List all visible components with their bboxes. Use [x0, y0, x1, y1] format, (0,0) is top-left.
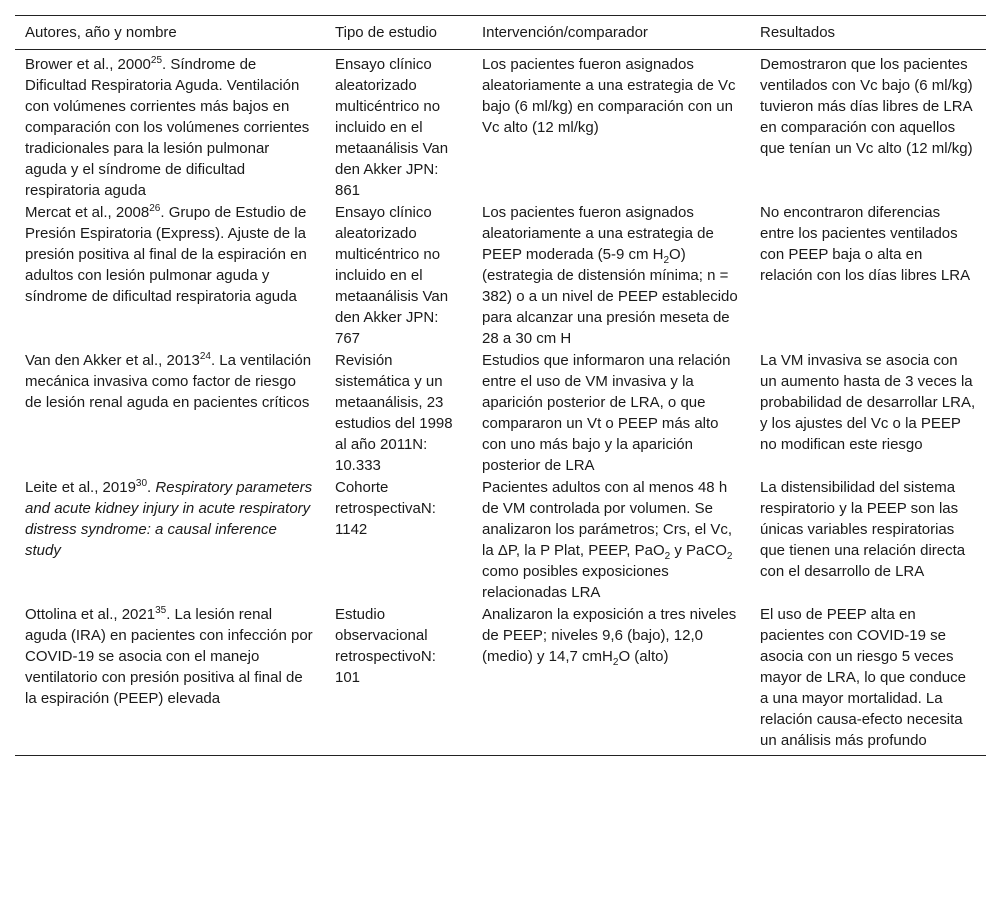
author-name: Van den Akker et al., 2013	[25, 352, 200, 369]
cell-study-type: Cohorte retrospectivaN: 1142	[335, 479, 436, 538]
cell-authors	[15, 349, 325, 476]
intervention-text: Los pacientes fueron asignados aleatoriamente a una estrategia de PEEP moderada (5-9 cm H	[482, 204, 714, 263]
table-row	[15, 349, 986, 476]
author-name: Ottolina et al., 2021	[25, 606, 156, 623]
author-name: Mercat et al., 2008	[25, 204, 150, 221]
table-header-row	[15, 16, 986, 50]
subscript: 2	[664, 551, 671, 562]
header-authors: Autores, año y nombre	[15, 16, 325, 50]
table-row	[15, 50, 986, 202]
intervention-text: Pacientes adultos con al menos 48 h de VM controlada por volumen. Se analizaron los parámetros; Crs, el Vc, la ΔP, la P Plat, PEEP, PaO	[482, 479, 733, 559]
cell-authors	[15, 603, 325, 756]
subscript: 2	[612, 657, 619, 668]
table-row	[15, 603, 986, 756]
cell-results: La VM invasiva se asocia con un aumento hasta de 3 veces la probabilidad de desarrollar LRA, y los ajustes del Vc o la PEEP no modifican este riesgo	[760, 352, 976, 453]
header-study-type: Tipo de estudio	[325, 16, 472, 50]
reference-link[interactable]: 26	[149, 203, 161, 214]
cell-results: El uso de PEEP alta en pacientes con COVID-19 se asocia con un riesgo 5 veces mayor de LRA, lo que conduce a una mayor mortalidad. La relación causa-efecto necesita un análisis más profundo	[750, 603, 986, 756]
cell-intervention	[472, 201, 750, 349]
cell-study-type: Ensayo clínico aleatorizado multicéntrico no incluido en el metaanálisis Van den Akker JPN: 861	[335, 56, 449, 199]
author-name: Brower et al., 2000	[25, 56, 151, 73]
cell-intervention: Los pacientes fueron asignados aleatoriamente a una estrategia de Vc bajo (6 ml/kg) en comparación con un Vc alto (12 ml/kg)	[482, 56, 736, 136]
cell-authors	[15, 201, 325, 349]
reference-link[interactable]: 30	[135, 478, 148, 489]
reference-link[interactable]: 35	[155, 605, 167, 616]
cell-authors	[15, 50, 325, 202]
intervention-text: Analizaron la exposición a tres niveles de PEEP; niveles 9,6 (bajo), 12,0 (medio) y 14,7 cmH	[482, 606, 737, 665]
reference-link[interactable]: 24	[199, 351, 211, 362]
intervention-text: O) (estrategia de distensión mínima; n = 382) o a un nivel de PEEP establecido para alcanzar una presión meseta de 28 a 30 cm H	[482, 246, 738, 347]
cell-study-type: Revisión sistemática y un metaanálisis, 23 estudios del 1998 al año 2011N: 10.333	[335, 352, 453, 474]
cell-study-type: Ensayo clínico aleatorizado multicéntrico no incluido en el metaanálisis Van den Akker JPN: 767	[335, 204, 449, 347]
study-title: . Grupo de Estudio de Presión Espiratoria (Express). Ajuste de la presión positiva al final de la espiración en adultos con lesión pulmonar aguda y síndrome de dificultad respiratoria aguda	[25, 204, 307, 305]
cell-results: La distensibilidad del sistema respiratorio y la PEEP son las únicas variables respiratorias que tienen una relación directa con el desarrollo de LRA	[760, 479, 966, 580]
table-row	[15, 201, 986, 349]
header-results: Resultados	[750, 16, 986, 50]
intervention-text: O (alto)	[618, 648, 669, 665]
study-title: . La ventilación mecánica invasiva como factor de riesgo de lesión renal aguda en pacientes críticos	[25, 352, 312, 411]
table-row	[15, 476, 986, 603]
studies-table	[15, 15, 986, 756]
intervention-text: y PaCO	[670, 542, 727, 559]
reference-link[interactable]: 25	[150, 55, 163, 66]
cell-intervention	[472, 603, 750, 756]
intervention-text: como posibles exposiciones relacionadas LRA	[482, 563, 669, 601]
subscript: 2	[663, 255, 670, 266]
author-name: Leite et al., 2019	[25, 479, 136, 496]
cell-intervention	[472, 476, 750, 603]
study-title: . Síndrome de Dificultad Respiratoria Aguda. Ventilación con volúmenes corrientes más bajos en comparación con los volúmenes corrientes tradicionales para la lesión pulmonar aguda y el síndrome de dificultad respiratoria aguda	[25, 56, 310, 199]
study-title: . La lesión renal aguda (IRA) en pacientes con infección por COVID-19 se asocia con el manejo ventilatorio con presión positiva al final de la espiración (PEEP) elevada	[25, 606, 313, 707]
cell-results: No encontraron diferencias entre los pacientes ventilados con PEEP baja o alta en relación con los días libres LRA	[760, 204, 971, 284]
header-intervention: Intervención/comparador	[472, 16, 750, 50]
study-title: Respiratory parameters and acute kidney injury in acute respiratory distress syndrome: a causal inference study	[25, 479, 313, 559]
cell-intervention: Estudios que informaron una relación entre el uso de VM invasiva y la aparición posterior de LRA, o que compararon un Vt o PEEP más alto con uno más bajo y la aparición posterior de LRA	[482, 352, 731, 474]
separator: .	[147, 479, 156, 496]
cell-study-type: Estudio observacional retrospectivoN: 101	[325, 603, 472, 756]
cell-results: Demostraron que los pacientes ventilados con Vc bajo (6 ml/kg) tuvieron más días libres de LRA en comparación con aquellos que tenían un Vc alto (12 ml/kg)	[760, 56, 973, 157]
cell-authors	[15, 476, 325, 603]
subscript: 2	[726, 551, 733, 562]
